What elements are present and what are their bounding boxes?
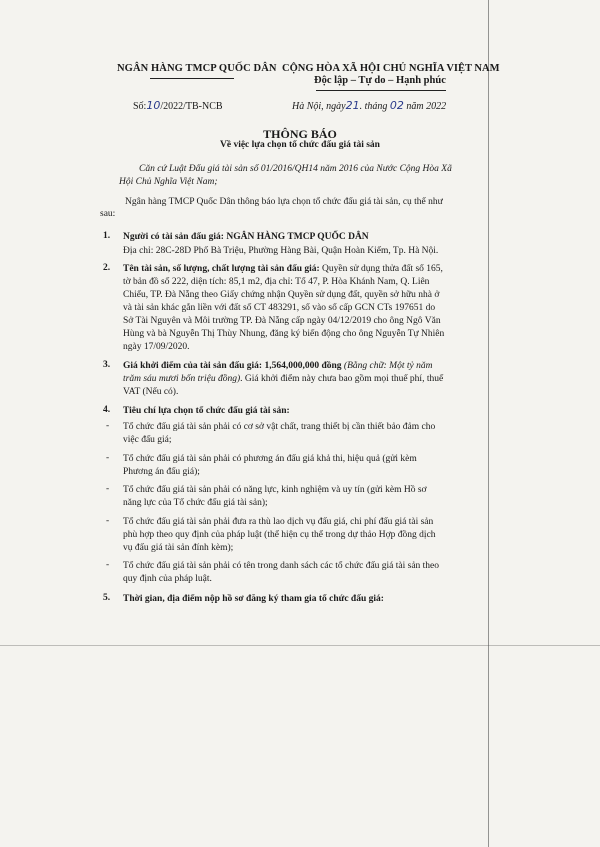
issuer-underline [150, 78, 234, 79]
section-2-line4: và tài sản khác gắn liền với đất số CT 483291, số vào sổ cấp GCN CTs 197651 do [123, 303, 436, 313]
section-3-number: 3. [103, 360, 111, 370]
section-2-line3: Chiểu, TP. Đà Nẵng theo Giấy chứng nhận Quyền sử dụng đất, quyền sở hữu nhà ở [123, 290, 440, 300]
criterion-4-line3: vụ đấu giá tài sản đính kèm); [123, 543, 234, 553]
handwritten-number: 10 [146, 99, 161, 112]
criterion-5-line1: Tổ chức đấu giá tài sản phải có tên trong danh sách các tổ chức đấu giá tài sản theo [123, 561, 440, 571]
document-title: THÔNG BÁO [263, 127, 337, 141]
intro-line1: Ngân hàng TMCP Quốc Dân thông báo lựa chọn tổ chức đấu giá tài sản, cụ thể như [125, 197, 443, 207]
criterion-3-line1: Tổ chức đấu giá tài sản phải có năng lực, kinh nghiệm và uy tín (gửi kèm Hồ sơ [123, 485, 427, 495]
nation-name: CỘNG HÒA XÃ HỘI CHỦ NGHĨA VIỆT NAM [282, 63, 500, 74]
section-2-line5: Sở Tài Nguyên và Môi trường TP. Đà Nẵng cấp ngày 04/12/2019 cho ông Ngô Văn [123, 316, 441, 326]
section-3-line1: Giá khởi điểm của tài sản đấu giá: 1,564,000,000 đồng (Bằng chữ: Một tỷ năm [123, 361, 433, 371]
section-3-line2: trăm sáu mươi bốn triệu đồng). Giá khởi điểm này chưa bao gồm mọi thuế phí, thuế [123, 374, 444, 384]
section-2-line2: tờ bản đồ số 222, diện tích: 85,1 m2, địa chỉ: Tổ 47, P. Hòa Khánh Nam, Q. Liên [123, 277, 430, 287]
criterion-4-line2: phù hợp theo quy định của pháp luật (thể hiện cụ thể trong dự thảo Hợp đồng dịch [123, 530, 436, 540]
handwritten-day: 21 [345, 99, 360, 112]
criterion-1-line2: việc đấu giá; [123, 435, 172, 445]
section-4-heading: Tiêu chí lựa chọn tổ chức đấu giá tài sản: [123, 406, 290, 416]
criterion-2-line2: Phương án đấu giá); [123, 467, 200, 477]
section-1-heading: Người có tài sản đấu giá: NGÂN HÀNG TMCP QUỐC DÂN [123, 232, 369, 242]
document-number: Số:10/2022/TB-NCB [133, 99, 223, 112]
legal-basis-line1: Căn cứ Luật Đấu giá tài sản số 01/2016/QH14 năm 2016 của Nước Cộng Hòa Xã [139, 164, 452, 174]
section-2-line1: Tên tài sản, số lượng, chất lượng tài sản đấu giá: Quyền sử dụng thửa đất số 165, [123, 264, 443, 274]
criterion-1-line1: Tổ chức đấu giá tài sản phải có cơ sở vật chất, trang thiết bị cần thiết bảo đảm cho [123, 422, 436, 432]
section-2-line6: Hùng và bà Nguyễn Thị Thùy Nhung, đăng ký biến động cho ông Nguyễn Tự Nhiên [123, 329, 445, 339]
motto-underline [316, 90, 446, 91]
criterion-3-bullet: - [106, 484, 110, 494]
criterion-5-bullet: - [106, 560, 110, 570]
handwritten-month: 02 [389, 99, 404, 112]
criterion-1-bullet: - [106, 421, 110, 431]
criterion-4-bullet: - [106, 516, 110, 526]
section-3-line3: VAT (Nếu có). [123, 387, 179, 397]
issuer-name: NGÂN HÀNG TMCP QUỐC DÂN [117, 63, 277, 74]
section-2-number: 2. [103, 263, 111, 273]
document-date: Hà Nội, ngày21. tháng 02 năm 2022 [292, 99, 447, 112]
scan-line-horizontal [0, 645, 600, 646]
section-1-number: 1. [103, 231, 111, 241]
criterion-2-line1: Tổ chức đấu giá tài sản phải có phương án đấu giá khả thi, hiệu quả (gửi kèm [123, 454, 417, 464]
section-2-line7: ngày 17/09/2020. [123, 342, 190, 352]
section-1-address: Địa chỉ: 28C-28D Phố Bà Triệu, Phường Hàng Bài, Quận Hoàn Kiếm, Tp. Hà Nội. [123, 246, 439, 256]
section-4-number: 4. [103, 405, 111, 415]
criterion-3-line2: năng lực của Tổ chức đấu giá tài sản); [123, 498, 268, 508]
criterion-4-line1: Tổ chức đấu giá tài sản phải đưa ra thù lao dịch vụ đấu giá, chi phí đấu giá tài sản [123, 517, 434, 527]
national-motto: Độc lập – Tự do – Hạnh phúc [314, 75, 446, 86]
section-5-heading: Thời gian, địa điểm nộp hồ sơ đăng ký tham gia tổ chức đấu giá: [123, 594, 384, 604]
criterion-5-line2: quy định của pháp luật. [123, 574, 212, 584]
legal-basis-line2: Hội Chủ Nghĩa Việt Nam; [119, 177, 218, 187]
document-subtitle: Về việc lựa chọn tổ chức đấu giá tài sản [220, 140, 380, 150]
section-5-number: 5. [103, 593, 111, 603]
criterion-2-bullet: - [106, 453, 110, 463]
intro-line2: sau: [100, 209, 116, 219]
